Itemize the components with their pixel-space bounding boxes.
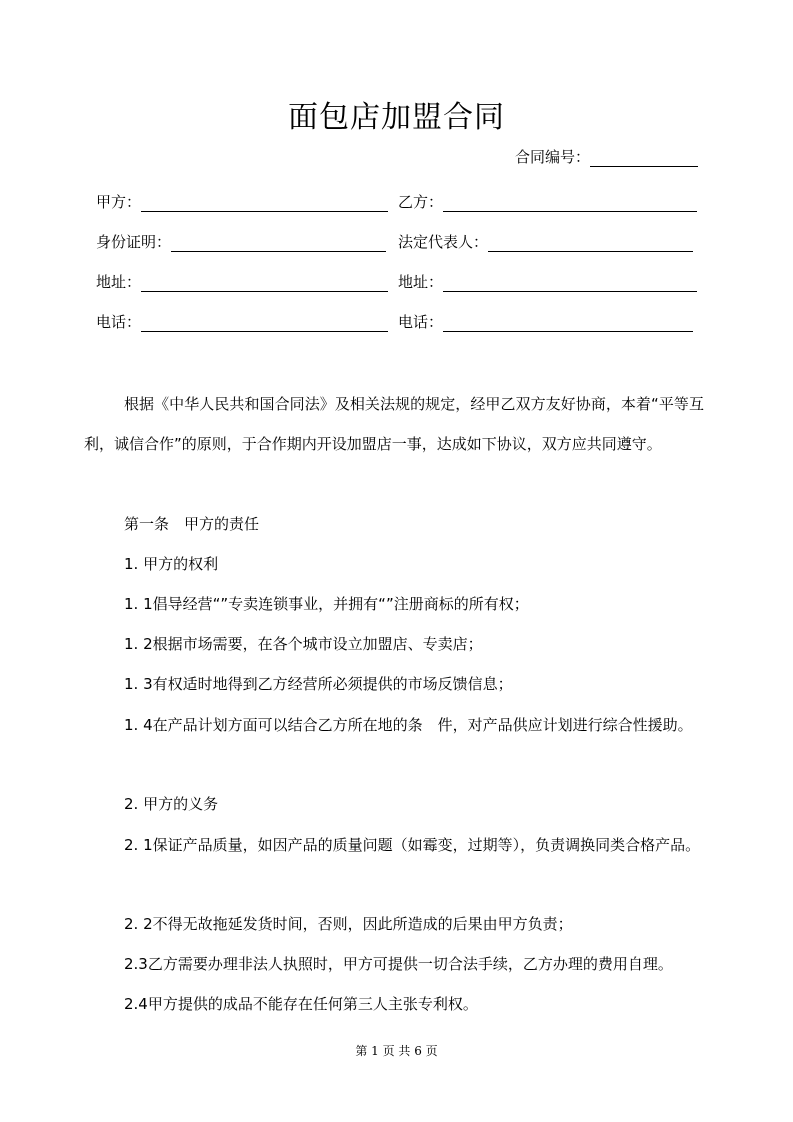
party-b-blank (443, 194, 697, 212)
document-title: 面包店加盟合同 (288, 100, 505, 135)
section-2-heading: 2. 甲方的义务 (124, 795, 219, 813)
party-a-blank (141, 194, 388, 212)
party-row (96, 191, 700, 212)
address-row (96, 271, 700, 292)
clause-2-2: 2. 2不得无故拖延发货时间，否则，因此所造成的后果由甲方负责； (124, 915, 573, 933)
phone-b-blank (443, 314, 693, 332)
address-a-blank (141, 274, 388, 292)
section-1-heading: 1. 甲方的权利 (124, 555, 219, 573)
intro-paragraph: 根据《中华人民共和国合同法》及相关法规的规定，经甲乙双方友好协商，本着“平等互利，诚信合作”的原则，于合作期内开设加盟店一事，达成如下协议，双方应共同遵守。 (84, 395, 704, 453)
phone-a-label: 电话： (96, 313, 142, 331)
contract-number-blank (590, 149, 698, 167)
page-footer: 第 1 页 共 6 页 (355, 1044, 438, 1058)
legal-rep-label: 法定代表人： (398, 233, 489, 251)
contract-number-field (515, 146, 698, 167)
clause-2-3: 2.3乙方需要办理非法人执照时，甲方可提供一切合法手续，乙方办理的费用自理。 (124, 955, 673, 973)
phone-a-blank (141, 314, 388, 332)
party-a-label: 甲方： (96, 193, 142, 211)
id-row (96, 231, 700, 252)
phone-row (96, 311, 700, 332)
clause-2-4: 2.4甲方提供的成品不能存在任何第三人主张专利权。 (124, 995, 478, 1013)
address-b-blank (443, 274, 697, 292)
legal-rep-blank (488, 234, 693, 252)
party-b-label: 乙方： (398, 193, 444, 211)
clause-1-2: 1. 2根据市场需要，在各个城市设立加盟店、专卖店； (124, 635, 483, 653)
id-card-label: 身份证明： (96, 233, 172, 251)
contract-number-label: 合同编号： (514, 148, 590, 166)
address-a-label: 地址： (96, 273, 142, 291)
clause-1-1: 1. 1倡导经营“”专卖连锁事业，并拥有“”注册商标的所有权； (124, 595, 529, 613)
id-card-blank (171, 234, 386, 252)
article-1-heading: 第一条 甲方的责任 (124, 515, 260, 533)
phone-b-label: 电话： (398, 313, 444, 331)
clause-1-4: 1. 4在产品计划方面可以结合乙方所在地的条 件，对产品供应计划进行综合性援助。 (124, 716, 693, 734)
address-b-label: 地址： (398, 273, 444, 291)
clause-1-3: 1. 3有权适时地得到乙方经营所必须提供的市场反馈信息； (124, 675, 513, 693)
clause-2-1: 2. 1保证产品质量，如因产品的质量问题（如霉变，过期等），负责调换同类合格产品。 (124, 836, 701, 854)
